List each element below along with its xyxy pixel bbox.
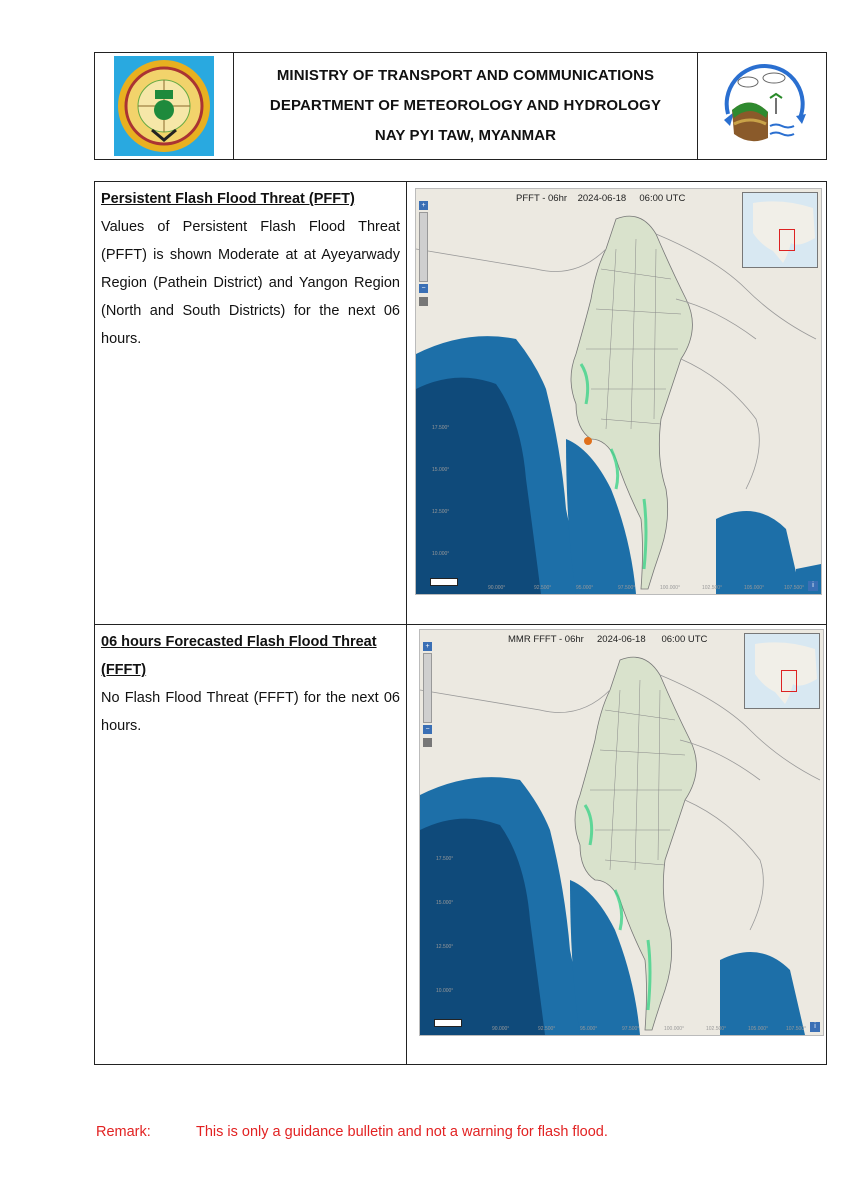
info-icon[interactable]: i [810, 1022, 820, 1032]
ffft-heading: 06 hours Forecasted Flash Flood Threat (FFFT) [101, 634, 377, 678]
x-tick: 95.000° [580, 1026, 598, 1032]
header-line-ministry: MINISTRY OF TRANSPORT AND COMMUNICATIONS [276, 67, 655, 84]
bulletin-header [94, 52, 827, 160]
pfft-map-caption: PFFT - 06hr 2024-06-18 06:00 UTC [516, 193, 686, 204]
x-tick: 100.000° [664, 1026, 685, 1032]
ffft-row [95, 625, 826, 1064]
ffft-map-caption: MMR FFFT - 06hr 2024-06-18 06:00 UTC [508, 634, 708, 645]
scale-bar [434, 1019, 462, 1027]
y-tick: 10.000° [436, 988, 454, 994]
zoom-out-button[interactable]: − [419, 284, 428, 293]
x-tick: 90.000° [492, 1026, 510, 1032]
x-tick: 107.500° [786, 1026, 807, 1032]
pfft-row [95, 182, 826, 625]
info-icon[interactable]: i [808, 581, 818, 591]
overview-extent-box [781, 670, 797, 692]
x-tick: 97.500° [622, 1026, 640, 1032]
y-tick: 17.500° [436, 856, 454, 862]
header-line-department: DEPARTMENT OF METEOROLOGY AND HYDROLOGY [269, 97, 662, 114]
pfft-map-cell [407, 182, 826, 624]
x-tick: 105.000° [748, 1026, 769, 1032]
remark-label: Remark: [96, 1124, 151, 1140]
x-tick: 92.500° [534, 585, 552, 591]
x-tick: 102.500° [706, 1026, 727, 1032]
overview-extent-box [779, 229, 795, 251]
pfft-map [415, 188, 822, 595]
y-tick: 15.000° [432, 467, 450, 473]
bulletin-table [94, 181, 827, 1065]
pfft-text-cell [95, 182, 407, 624]
pfft-description: Values of Persistent Flash Flood Threat (PFFT) is shown Moderate at at Ayeyarwady Region (Pathein District) and Yangon Region (North and South Districts) for the next 06 hours. [101, 219, 400, 347]
header-line-location: NAY PYI TAW, MYANMAR [374, 127, 557, 144]
header-title [234, 53, 697, 159]
pfft-overview-inset[interactable] [742, 192, 818, 268]
ffft-map-cell [407, 625, 826, 1064]
zoom-slider[interactable] [423, 653, 432, 723]
y-tick: 10.000° [432, 551, 450, 557]
y-tick: 15.000° [436, 900, 454, 906]
ffft-overview-inset[interactable] [744, 633, 820, 709]
ffft-description: No Flash Flood Threat (FFFT) for the next 06 hours. [101, 690, 400, 734]
ffft-map [419, 629, 824, 1036]
pfft-heading: Persistent Flash Flood Threat (PFFT) [101, 191, 355, 207]
ffft-text-cell [95, 625, 407, 1064]
pfft-zoom-control[interactable] [419, 201, 429, 306]
zoom-home-icon[interactable] [419, 297, 428, 306]
x-tick: 90.000° [488, 585, 506, 591]
y-tick: 17.500° [432, 425, 450, 431]
remark-text: This is only a guidance bulletin and not a warning for flash flood. [196, 1124, 608, 1140]
zoom-in-button[interactable]: + [423, 642, 432, 651]
x-tick: 102.500° [702, 585, 723, 591]
ministry-logo [95, 53, 234, 159]
x-tick: 97.500° [618, 585, 636, 591]
x-tick: 95.000° [576, 585, 594, 591]
x-tick: 92.500° [538, 1026, 556, 1032]
zoom-out-button[interactable]: − [423, 725, 432, 734]
zoom-in-button[interactable]: + [419, 201, 428, 210]
x-tick: 100.000° [660, 585, 681, 591]
y-tick: 12.500° [432, 509, 450, 515]
dmh-logo [697, 53, 826, 159]
y-tick: 12.500° [436, 944, 454, 950]
scale-bar [430, 578, 458, 586]
zoom-slider[interactable] [419, 212, 428, 282]
x-tick: 105.000° [744, 585, 765, 591]
x-tick: 107.500° [784, 585, 805, 591]
zoom-home-icon[interactable] [423, 738, 432, 747]
ministry-emblem-icon [112, 54, 216, 158]
ffft-zoom-control[interactable] [423, 642, 433, 747]
hydrology-cycle-icon [710, 54, 814, 158]
